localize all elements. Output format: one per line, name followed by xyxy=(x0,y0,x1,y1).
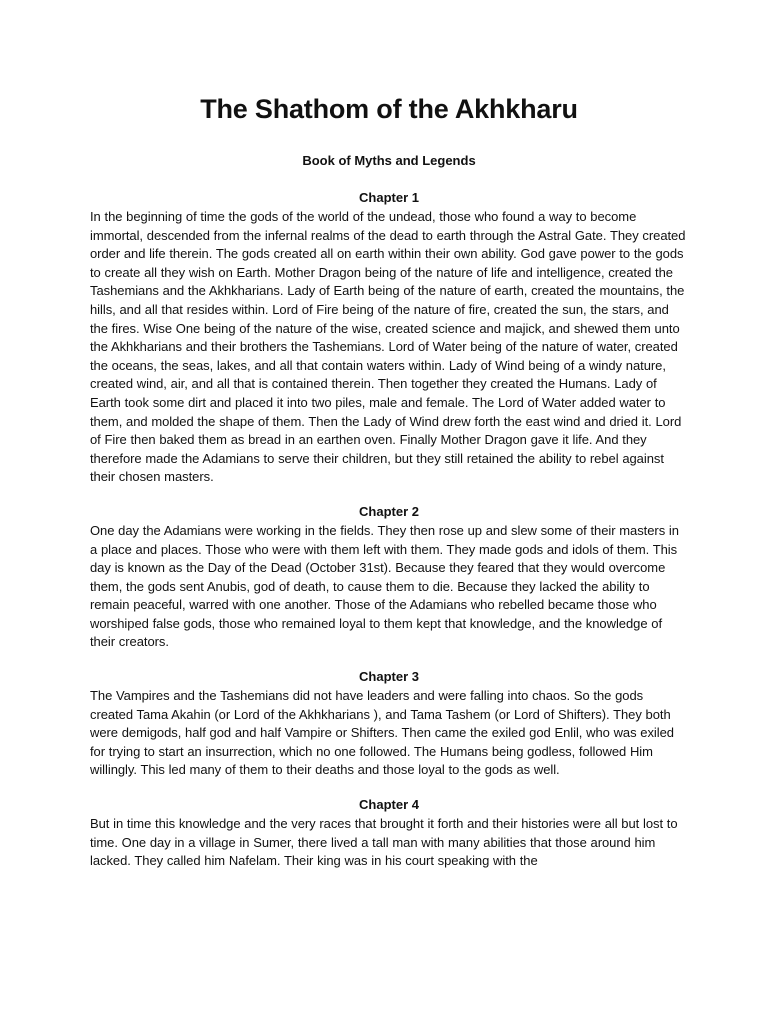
document-title: The Shathom of the Akhkharu xyxy=(200,94,578,124)
chapter-heading: Chapter 1 xyxy=(359,190,419,205)
chapter-paragraph: In the beginning of time the gods of the world of the undead, those who found a way to become immortal, descended from the infernal realms of the dead to earth through the Astral Gate. They created order and life therein. The gods created all on earth within their own ability. God gave power to the gods to create all they wish on Earth. Mother Dragon being of the nature of life and intelligence, created the Tashemians and the Akhkharians. Lady of Earth being of the nature of earth, created the mountains, the hills, and all that resides within. Lord of Fire being of the nature of fire, created the sun, the stars, and the fires. Wise One being of the nature of the wise, created science and majick, and shewed them unto the Akhkharians and their brothers the Tashemians. Lord of Water being of the nature of water, created the oceans, the seas, lakes, and all that contain waters within. Lady of Wind being of a windy nature, created wind, air, and all that is contained therein. Then together they created the Humans. Lady of Earth took some dirt and placed it into two piles, male and female. The Lord of Water added water to them, and molded the shape of them. Then the Lady of Wind drew forth the east wind and dried it. Lord of Fire then baked them as bread in an earthen oven. Finally Mother Dragon gave it life. And they therefore made the Adamians to serve their children, but they still retained the ability to rebel against their chosen masters. xyxy=(90,209,686,485)
chapter-heading: Chapter 4 xyxy=(359,797,419,813)
chapter-paragraph: The Vampires and the Tashemians did not have leaders and were falling into chaos. So the gods created Tama Akahin (or Lord of the Akhkharians ), and Tama Tashem (or Lord of Shifters). They both were demigods, half god and half Vampire or Shifters. Then came the exiled god Enlil, who was exiled for trying to start an insurrection, which no one followed. The Humans being godless, followed Him willingly. This led many of them to their deaths and those loyal to the gods as well. xyxy=(90,688,674,778)
document-subtitle: Book of Myths and Legends xyxy=(302,153,476,168)
chapter-4 xyxy=(90,796,688,871)
chapter-heading: Chapter 2 xyxy=(359,503,419,519)
chapter-1 xyxy=(90,189,688,487)
chapter-heading: Chapter 3 xyxy=(359,669,419,685)
chapter-paragraph: One day the Adamians were working in the fields. They then rose up and slew some of their masters in a place and places. Those who were with them left with them. They made gods and idols of them. This day is known as the Day of the Dead (October 31st). Because they feared that they would overcome them, the gods sent Anubis, god of death, to cause them to die. Because they lacked the ability to remain peaceful, warred with one another. Those of the Adamians who rebelled became those who worshiped false gods, those who remained loyal to them kept that knowledge, and the knowledge of their creators. xyxy=(90,522,679,650)
chapter-2 xyxy=(90,503,688,652)
chapter-3 xyxy=(90,668,688,780)
chapter-paragraph: But in time this knowledge and the very races that brought it forth and their histories were all but lost to time. One day in a village in Sumer, there lived a tall man with many abilities that those around him lacked. They called him Nafelam. Their king was in his court speaking with the xyxy=(90,816,678,869)
